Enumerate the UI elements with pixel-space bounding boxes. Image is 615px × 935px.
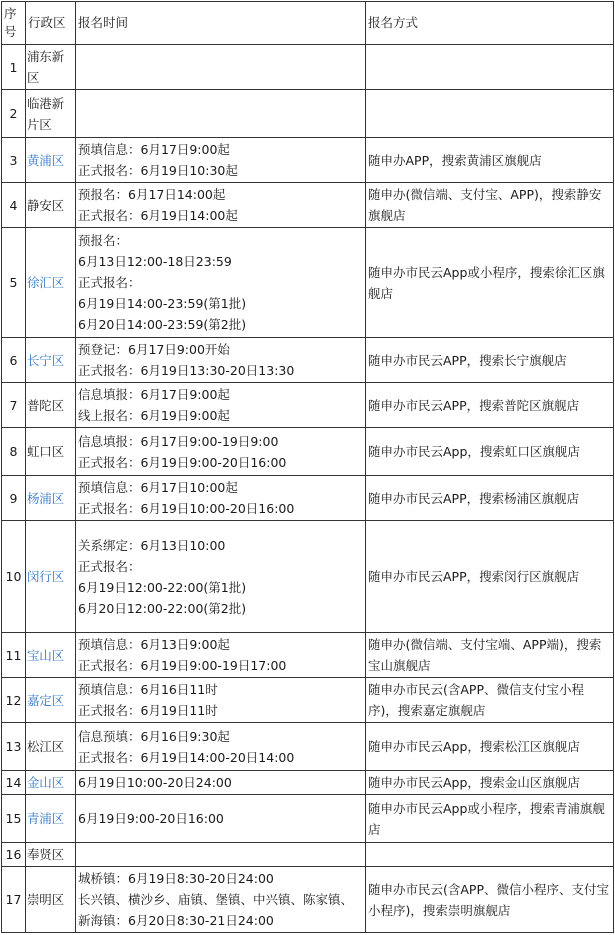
row-index: 3 <box>2 138 26 183</box>
time-line: 正式报名：6月19日9:00-20日16:00 <box>78 454 287 470</box>
header-index: 序号 <box>2 2 26 45</box>
district-name: 崇明区 <box>26 867 76 933</box>
enrollment-method <box>366 45 614 90</box>
time-line: 预报名： <box>78 233 129 248</box>
time-line: 6月19日14:00-23:59(第1批) <box>78 296 247 311</box>
table-row <box>2 723 614 771</box>
row-index: 9 <box>2 476 26 521</box>
district-name: 虹口区 <box>26 428 76 476</box>
enrollment-method: 随申办(微信端、支付宝端、APP端)，搜索宝山旗舰店 <box>366 633 614 678</box>
table-row <box>2 45 614 90</box>
enrollment-time <box>76 678 366 723</box>
table-row <box>2 90 614 138</box>
time-line: 正式报名：6月19日11时 <box>78 703 218 718</box>
enrollment-method: 随申办市民云APP，搜索闵行区旗舰店 <box>366 521 614 633</box>
row-index: 1 <box>2 45 26 90</box>
time-line: 6月19日10:00-20日24:00 <box>78 775 232 790</box>
enrollment-time <box>76 476 366 521</box>
time-line: 信息填报：6月17日9:00-19日9:00 <box>78 433 279 449</box>
time-line: 正式报名：6月19日10:00-20日16:00 <box>78 501 295 516</box>
enrollment-time <box>76 633 366 678</box>
district-name: 临港新片区 <box>26 90 76 138</box>
table-row <box>2 228 614 338</box>
table-row <box>2 633 614 678</box>
header-district: 行政区 <box>26 2 76 45</box>
table-row <box>2 338 614 383</box>
row-index: 5 <box>2 228 26 338</box>
enrollment-method: 随申办市民云(含APP、微信支付宝小程序)，搜索嘉定旗舰店 <box>366 678 614 723</box>
row-index: 17 <box>2 867 26 933</box>
district-link[interactable]: 杨浦区 <box>26 476 76 521</box>
table-row <box>2 795 614 843</box>
district-link[interactable]: 金山区 <box>26 771 76 795</box>
district-link[interactable]: 宝山区 <box>26 633 76 678</box>
district-link[interactable]: 黄浦区 <box>26 138 76 183</box>
time-line: 6月20日14:00-23:59(第2批) <box>78 317 247 332</box>
district-link[interactable]: 青浦区 <box>26 795 76 843</box>
time-line: 6月19日9:00-20日16:00 <box>78 811 224 826</box>
enrollment-method: 随申办市民云App，搜索金山区旗舰店 <box>366 771 614 795</box>
enrollment-method: 随申办市民云App，搜索松江区旗舰店 <box>366 723 614 771</box>
enrollment-method: 随申办APP，搜索黄浦区旗舰店 <box>366 138 614 183</box>
district-link[interactable]: 徐汇区 <box>26 228 76 338</box>
time-line: 信息预填：6月16日9:30起 <box>78 728 230 744</box>
enrollment-time <box>76 228 366 338</box>
row-index: 16 <box>2 843 26 867</box>
enrollment-method: 随申办市民云APP，搜索长宁旗舰店 <box>366 338 614 383</box>
district-name: 浦东新区 <box>26 45 76 90</box>
row-index: 15 <box>2 795 26 843</box>
district-link[interactable]: 嘉定区 <box>26 678 76 723</box>
district-name: 普陀区 <box>26 383 76 428</box>
table-row <box>2 183 614 228</box>
enrollment-table <box>1 1 614 933</box>
enrollment-time <box>76 90 366 138</box>
district-link[interactable]: 闵行区 <box>26 521 76 633</box>
time-line: 预填信息：6月17日10:00起 <box>78 480 238 495</box>
header-method: 报名方式 <box>366 2 614 45</box>
table-row <box>2 476 614 521</box>
time-line: 预报名：6月17日14:00起 <box>78 187 226 202</box>
time-line: 正式报名： <box>78 558 141 574</box>
table-row <box>2 843 614 867</box>
enrollment-time <box>76 138 366 183</box>
enrollment-time <box>76 867 366 933</box>
time-line: 预填信息：6月17日9:00起 <box>78 142 230 157</box>
enrollment-method: 随申办市民云App，搜索虹口区旗舰店 <box>366 428 614 476</box>
time-line: 城桥镇：6月19日8:30-20日24:00 <box>78 871 274 886</box>
enrollment-method: 随申办(微信端、支付宝、APP)，搜索静安旗舰店 <box>366 183 614 228</box>
table-row <box>2 138 614 183</box>
enrollment-time <box>76 521 366 633</box>
time-line: 正式报名：6月19日9:00-19日17:00 <box>78 658 287 673</box>
enrollment-time <box>76 45 366 90</box>
row-index: 6 <box>2 338 26 383</box>
enrollment-method: 随申办市民云(含APP、微信小程序、支付宝小程序)，搜索崇明旗舰店 <box>366 867 614 933</box>
enrollment-method: 随申办市民云APP，搜索普陀区旗舰店 <box>366 383 614 428</box>
table-row <box>2 867 614 933</box>
enrollment-time <box>76 428 366 476</box>
table-row <box>2 428 614 476</box>
time-line: 正式报名：6月19日14:00起 <box>78 208 238 223</box>
row-index: 2 <box>2 90 26 138</box>
enrollment-time <box>76 183 366 228</box>
row-index: 14 <box>2 771 26 795</box>
time-line: 正式报名： <box>78 275 141 290</box>
row-index: 13 <box>2 723 26 771</box>
district-name: 静安区 <box>26 183 76 228</box>
time-line: 线上报名：6月19日9:00起 <box>78 408 230 423</box>
time-line: 预填信息：6月16日11时 <box>78 682 218 697</box>
enrollment-time <box>76 795 366 843</box>
enrollment-time <box>76 843 366 867</box>
time-line: 预登记：6月17日9:00开始 <box>78 342 230 357</box>
enrollment-time <box>76 771 366 795</box>
table-row <box>2 521 614 633</box>
time-line: 长兴镇、横沙乡、庙镇、堡镇、中兴镇、陈家镇、新海镇：6月20日8:30-21日24:00 <box>78 892 354 928</box>
enrollment-time <box>76 723 366 771</box>
enrollment-time <box>76 338 366 383</box>
time-line: 6月13日12:00-18日23:59 <box>78 254 232 269</box>
table-row <box>2 383 614 428</box>
district-name: 奉贤区 <box>26 843 76 867</box>
time-line: 正式报名：6月19日14:00-20日14:00 <box>78 749 295 765</box>
district-link[interactable]: 长宁区 <box>26 338 76 383</box>
enrollment-method: 随申办市民云App或小程序，搜索徐汇区旗舰店 <box>366 228 614 338</box>
row-index: 4 <box>2 183 26 228</box>
enrollment-method <box>366 843 614 867</box>
table-body <box>2 45 614 933</box>
table-row <box>2 678 614 723</box>
row-index: 11 <box>2 633 26 678</box>
header-time: 报名时间 <box>76 2 366 45</box>
row-index: 7 <box>2 383 26 428</box>
header-row <box>2 2 614 45</box>
table-row <box>2 771 614 795</box>
enrollment-time <box>76 383 366 428</box>
enrollment-method: 随申办市民云APP，搜索杨浦区旗舰店 <box>366 476 614 521</box>
district-name: 松江区 <box>26 723 76 771</box>
time-line: 正式报名：6月19日10:30起 <box>78 163 238 178</box>
time-line: 正式报名：6月19日13:30-20日13:30 <box>78 363 295 378</box>
row-index: 8 <box>2 428 26 476</box>
row-index: 10 <box>2 521 26 633</box>
row-index: 12 <box>2 678 26 723</box>
time-line: 6月19日12:00-22:00(第1批) <box>78 579 247 595</box>
enrollment-method <box>366 90 614 138</box>
time-line: 关系绑定：6月13日10:00 <box>78 537 226 553</box>
time-line: 6月20日12:00-22:00(第2批) <box>78 600 247 616</box>
enrollment-method: 随申办市民云App或小程序，搜索青浦旗舰店 <box>366 795 614 843</box>
time-line: 预填信息：6月13日9:00起 <box>78 637 230 652</box>
time-line: 信息填报：6月17日9:00起 <box>78 387 230 402</box>
